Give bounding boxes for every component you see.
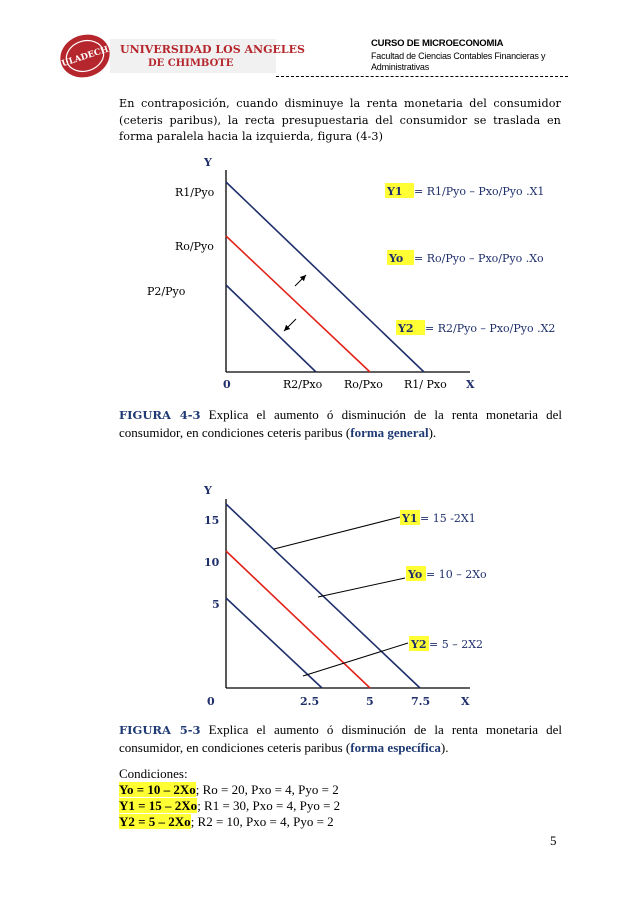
figure-4-3-caption [119,406,562,441]
fig1-eq-y1: = R1/Pyo – Pxo/Pyo .X1 [414,185,545,198]
condition-eq: Y2 = 5 – 2Xo [119,814,191,829]
faculty-name: Facultad de Ciencias Contables Financieras y Administrativas [371,51,546,72]
caption-bold: forma específica [350,740,441,755]
condition-rest: ; R1 = 30, Pxo = 4, Pyo = 2 [197,798,341,813]
fig2-eq-y1: = 15 -2X1 [420,512,476,525]
caption-text: Explica el aumento ó disminución de la renta monetaria del consumidor, en condiciones ceteris paribus ( [119,407,562,440]
condition-eq: Yo = 10 – 2Xo [119,782,196,797]
caption-fig-label: FIGURA 5-3 [119,723,201,737]
fig1-eq-key-yo: Yo [389,252,404,265]
fig2-x-tick-label: 7.5 [411,695,431,708]
conditions-block [119,766,340,830]
logo-line1: UNIVERSIDAD LOS ANGELES [120,43,305,56]
fig2-y-tick-label: 5 [212,598,220,611]
fig1-x-tick-label: R1/ Pxo [404,378,447,391]
fig1-axis-y-label: Y [204,156,212,169]
logo-seal-text: ULADECH [60,44,110,70]
fig1-eq-key-y1: Y1 [387,185,403,198]
fig2-pointer-y1 [274,517,400,549]
fig1-x-tick-label: R2/Pxo [283,378,323,391]
fig1-line-yo [226,236,370,372]
fig1-eq-key-y2: Y2 [398,322,414,335]
fig2-eq-key-y1: Y1 [402,512,418,525]
page-number: 5 [550,833,557,848]
fig2-x-tick-label: 5 [366,695,374,708]
figure-5-3-caption [119,721,562,756]
fig2-x-tick-label: 2.5 [300,695,320,708]
condition-rest: ; R2 = 10, Pxo = 4, Pyo = 2 [190,814,334,829]
intro-paragraph: En contraposición, cuando disminuye la renta monetaria del consumidor (ceteris paribus), la recta presupuestaria del consumidor se traslada en forma paralela hacia la izquierda, figura (4-3) [119,97,561,143]
fig1-y-tick-label: P2/Pyo [147,285,186,298]
fig1-x-tick-label: Ro/Pxo [344,378,383,391]
fig1-eq-y2: = R2/Pyo – Pxo/Pyo .X2 [425,322,556,335]
caption-text: ). [428,425,437,440]
fig1-y-tick-label: R1/Pyo [175,186,215,199]
fig2-pointer-y2 [303,643,408,676]
caption-text: Explica el aumento ó disminución de la renta monetaria del consumidor, en condiciones ceteris paribus ( [119,722,562,755]
fig2-eq-key-yo: Yo [408,568,423,581]
condition-line [119,798,340,814]
condition-line [119,782,340,798]
fig1-arrow-increase [295,275,306,286]
fig2-eq-yo: = 10 – 2Xo [426,568,487,581]
logo-line2: DE CHIMBOTE [148,58,234,69]
caption-bold: forma general [350,425,429,440]
condition-eq: Y1 = 15 – 2Xo [119,798,198,813]
condition-line [119,814,340,830]
fig2-pointer-yo [318,578,405,597]
fig1-line-y1 [226,182,424,372]
course-title: CURSO DE MICROECONOMIA [371,38,504,49]
fig2-eq-y2: = 5 – 2X2 [429,638,484,651]
fig2-y-tick-label: 10 [204,556,220,569]
fig1-line-y2 [226,285,316,372]
fig1-y-tick-label: Ro/Pyo [175,240,214,253]
fig1-origin-label: 0 [223,378,231,391]
fig2-eq-key-y2: Y2 [411,638,427,651]
fig2-y-tick-label: 15 [204,514,220,527]
caption-fig-label: FIGURA 4-3 [119,408,201,422]
fig1-eq-yo: = Ro/Pyo – Pxo/Pyo .Xo [414,252,544,265]
fig1-axis-x-label: X [466,378,475,391]
fig1-arrow-decrease [284,319,296,331]
condition-rest: ; Ro = 20, Pxo = 4, Pyo = 2 [195,782,339,797]
conditions-title: Condiciones: [119,766,188,781]
fig2-axis-x-label: X [461,695,470,708]
fig2-axis-y-label: Y [204,484,212,497]
caption-text: ). [440,740,449,755]
fig2-origin-label: 0 [207,695,215,708]
